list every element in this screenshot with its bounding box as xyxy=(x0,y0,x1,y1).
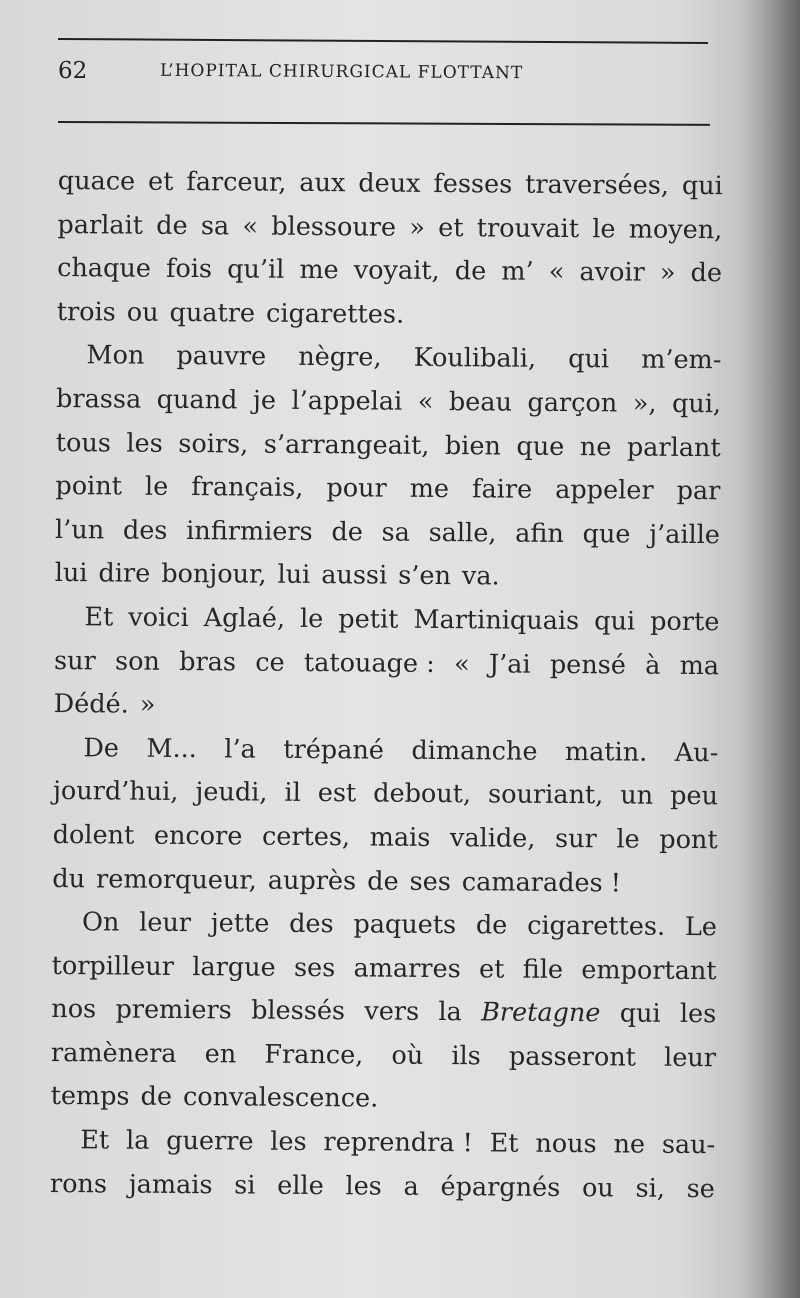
word: s’arrangeait, xyxy=(263,429,430,461)
word: appeler xyxy=(555,475,654,506)
word: et xyxy=(478,954,505,985)
word: France, xyxy=(264,1039,364,1071)
word: à xyxy=(645,650,661,681)
word: « xyxy=(242,211,259,242)
word: le xyxy=(592,213,616,244)
text-line xyxy=(52,901,717,950)
word: vers xyxy=(364,996,420,1028)
word: », xyxy=(632,388,657,419)
word: ne xyxy=(613,1129,646,1160)
word: « xyxy=(453,648,470,679)
word: mais xyxy=(369,822,431,853)
text-line xyxy=(56,334,721,383)
word: camarades ! xyxy=(461,866,622,898)
word: parlait xyxy=(57,209,144,241)
word: leur xyxy=(663,1042,717,1074)
body-text xyxy=(50,160,723,1211)
word: Le xyxy=(684,912,718,943)
word: et xyxy=(438,212,464,243)
word: jeudi, xyxy=(195,777,268,808)
word: il xyxy=(284,778,301,809)
word: qu’il xyxy=(227,254,285,285)
word: traversées, xyxy=(525,169,670,201)
word: faire xyxy=(471,474,533,505)
word: dolent xyxy=(52,819,135,851)
word: m’ xyxy=(501,256,534,287)
word: fois xyxy=(165,254,213,285)
word: s’en xyxy=(398,561,452,592)
word: de xyxy=(331,516,363,548)
word: De xyxy=(83,732,120,764)
word: la xyxy=(438,997,462,1028)
word: si xyxy=(234,1170,256,1201)
word: de xyxy=(367,865,399,897)
word: voyait, xyxy=(353,255,440,287)
word: aussi xyxy=(321,560,388,591)
word: infirmiers xyxy=(186,515,313,547)
word: tous xyxy=(55,427,112,458)
word: pauvre xyxy=(176,341,267,373)
word: peu xyxy=(670,781,719,812)
word: nous xyxy=(535,1128,597,1160)
word: « xyxy=(417,386,434,417)
word: je xyxy=(252,385,277,416)
word: M... xyxy=(146,733,197,764)
word: les xyxy=(126,428,163,459)
word: salle, xyxy=(428,517,497,549)
word: bras xyxy=(179,646,237,677)
word: beau xyxy=(448,387,513,418)
word: lui xyxy=(277,560,311,591)
word: sau- xyxy=(661,1129,716,1161)
word: debout, xyxy=(373,778,472,810)
page-header xyxy=(58,58,718,94)
word: ce xyxy=(255,647,285,678)
word: j’aille xyxy=(649,519,721,550)
word: reprendra ! xyxy=(323,1127,474,1159)
word: premiers xyxy=(115,994,232,1026)
word: sa xyxy=(381,517,411,548)
word: leur xyxy=(139,907,192,939)
word: son xyxy=(114,645,161,677)
word: bonjour, xyxy=(161,559,267,590)
word: épargnés xyxy=(440,1171,561,1203)
word: si, xyxy=(635,1173,666,1204)
word: ou xyxy=(581,1172,614,1204)
word: la xyxy=(125,1125,150,1156)
word: jamais xyxy=(128,1169,213,1200)
word: point xyxy=(55,471,123,502)
word: Koulibali, xyxy=(413,343,537,375)
text-line xyxy=(58,160,723,209)
word: où xyxy=(391,1040,424,1071)
word: le xyxy=(299,603,324,635)
word: dire xyxy=(98,558,151,590)
word: pont xyxy=(659,824,718,856)
word: Au- xyxy=(674,737,719,768)
word: voici xyxy=(128,602,189,633)
word: se xyxy=(686,1173,715,1204)
word: petit xyxy=(338,604,399,635)
word: pour xyxy=(326,473,387,504)
word: un xyxy=(620,780,654,812)
word: Martiniquais xyxy=(413,604,580,637)
word: de xyxy=(690,258,723,289)
word: les xyxy=(345,1170,382,1202)
word: qui xyxy=(594,606,636,637)
text-line xyxy=(54,640,719,689)
text-line xyxy=(57,247,722,296)
word: matin. xyxy=(564,736,648,768)
word: va. xyxy=(461,561,500,592)
word: blessés xyxy=(251,995,346,1027)
word: guerre xyxy=(166,1125,254,1157)
word: le xyxy=(144,471,169,503)
word: » xyxy=(659,257,676,289)
word: en xyxy=(204,1039,237,1070)
word: Dédé. xyxy=(53,689,129,720)
word: a xyxy=(403,1171,419,1202)
word: encore xyxy=(153,820,243,852)
text-line xyxy=(53,814,718,863)
word: aux xyxy=(299,167,346,199)
word: quace xyxy=(57,165,136,197)
word: nègre, xyxy=(298,342,382,373)
word: convalescence. xyxy=(182,1082,379,1115)
word: ramènera xyxy=(50,1037,177,1069)
word: jette xyxy=(210,908,270,939)
text-line xyxy=(50,1075,715,1124)
word: souriant, xyxy=(487,779,604,811)
word: jourd’hui, xyxy=(52,776,179,808)
word: chaque xyxy=(57,253,152,284)
text-line xyxy=(55,552,720,601)
word: valide, xyxy=(449,823,536,854)
word: parlant xyxy=(626,432,721,463)
text-line xyxy=(53,727,718,776)
word: amarres xyxy=(353,953,461,984)
page-number: 62 xyxy=(58,58,88,84)
text-line xyxy=(54,683,719,732)
word: les xyxy=(270,1126,307,1158)
running-title: L’HOPITAL CHIRURGICAL FLOTTANT xyxy=(159,60,524,84)
word: emportant xyxy=(581,954,717,986)
word: paquets xyxy=(353,909,457,941)
header-rule-top xyxy=(58,38,708,44)
word: ses xyxy=(409,866,451,897)
word: est xyxy=(317,778,357,809)
word: cigarettes. xyxy=(265,298,405,330)
word: les xyxy=(679,999,717,1030)
word: du xyxy=(52,863,86,894)
word: sur xyxy=(53,645,96,676)
word: sur xyxy=(554,823,597,855)
word: garçon xyxy=(527,387,618,419)
word: auprès xyxy=(267,865,357,896)
word: passeront xyxy=(508,1041,637,1073)
word: avoir xyxy=(579,257,645,288)
word: des xyxy=(289,908,334,940)
word: qui xyxy=(681,170,723,202)
word: torpilleur xyxy=(51,950,175,982)
word: dimanche xyxy=(411,735,538,767)
word: de xyxy=(156,210,188,241)
word: cigarettes. xyxy=(527,910,666,942)
word: On xyxy=(81,907,120,938)
word: porte xyxy=(650,606,720,638)
word: largue xyxy=(192,951,276,983)
word: m’em- xyxy=(641,344,722,376)
word: » xyxy=(409,212,426,243)
text-line xyxy=(56,378,721,427)
word: trois xyxy=(56,296,116,328)
word: fesses xyxy=(433,168,513,200)
word: deux xyxy=(358,168,421,199)
word: me xyxy=(299,255,339,286)
word: » xyxy=(139,689,156,720)
word: de xyxy=(454,256,487,287)
word: ses xyxy=(293,952,336,983)
word: l’un xyxy=(54,514,105,546)
word: Et xyxy=(489,1128,519,1159)
text-line xyxy=(55,465,720,514)
word: Aglaé, xyxy=(203,603,286,634)
word: rons xyxy=(49,1168,108,1200)
word: quatre xyxy=(169,297,256,329)
word: blessoure xyxy=(271,211,397,243)
word: temps xyxy=(50,1081,130,1113)
word: brassa xyxy=(56,383,142,415)
word: des xyxy=(122,515,168,546)
word: qui xyxy=(568,344,610,375)
word: l’a xyxy=(224,734,256,765)
word: français, xyxy=(191,472,304,504)
word: qui, xyxy=(671,388,722,420)
word: ma xyxy=(679,650,720,681)
text-line xyxy=(51,945,716,994)
text-line xyxy=(52,857,717,906)
word: l’appelai xyxy=(291,385,403,417)
word: moyen, xyxy=(628,214,723,245)
text-line xyxy=(51,1032,716,1081)
text-line xyxy=(53,770,718,819)
word: certes, xyxy=(261,821,351,853)
word: elle xyxy=(277,1170,324,1201)
text-line xyxy=(55,509,720,558)
word: Mon xyxy=(86,340,145,372)
word: file xyxy=(522,954,564,985)
text-line xyxy=(57,291,722,340)
word: bien xyxy=(444,430,502,462)
word: J’ai xyxy=(488,648,531,680)
word: le xyxy=(616,824,640,855)
word: ne xyxy=(579,431,612,462)
word: qui xyxy=(619,998,661,1030)
word: que xyxy=(582,518,631,550)
word: trouvait xyxy=(476,212,580,244)
text-line xyxy=(50,1163,715,1212)
text-line xyxy=(57,204,722,253)
word: pensé xyxy=(549,649,627,681)
page-edge-shadow xyxy=(740,0,800,1298)
word: ou xyxy=(126,297,159,328)
word: de xyxy=(140,1082,173,1113)
word: quand xyxy=(156,384,238,416)
word: nos xyxy=(51,994,97,1025)
word: afin xyxy=(515,518,564,549)
word: trépané xyxy=(283,734,385,766)
word: farceur, xyxy=(186,167,287,198)
word: par xyxy=(676,476,721,507)
word: Et xyxy=(84,602,114,633)
word: ils xyxy=(451,1040,481,1072)
text-line xyxy=(54,596,719,645)
text-line xyxy=(51,988,716,1037)
word: tatouage : xyxy=(303,647,435,679)
word: lui xyxy=(54,558,88,589)
word: me xyxy=(409,473,450,505)
word: sa xyxy=(200,210,230,241)
word: Bretagne xyxy=(481,997,601,1029)
text-line xyxy=(50,1119,715,1168)
word: de xyxy=(475,910,508,941)
word: soirs, xyxy=(178,428,249,460)
word: et xyxy=(147,166,174,197)
word: que xyxy=(516,431,565,462)
word: « xyxy=(548,257,565,288)
word: remorqueur, xyxy=(95,863,257,896)
text-line xyxy=(56,422,721,471)
word: Et xyxy=(80,1125,110,1156)
header-rule-bottom xyxy=(58,121,710,126)
